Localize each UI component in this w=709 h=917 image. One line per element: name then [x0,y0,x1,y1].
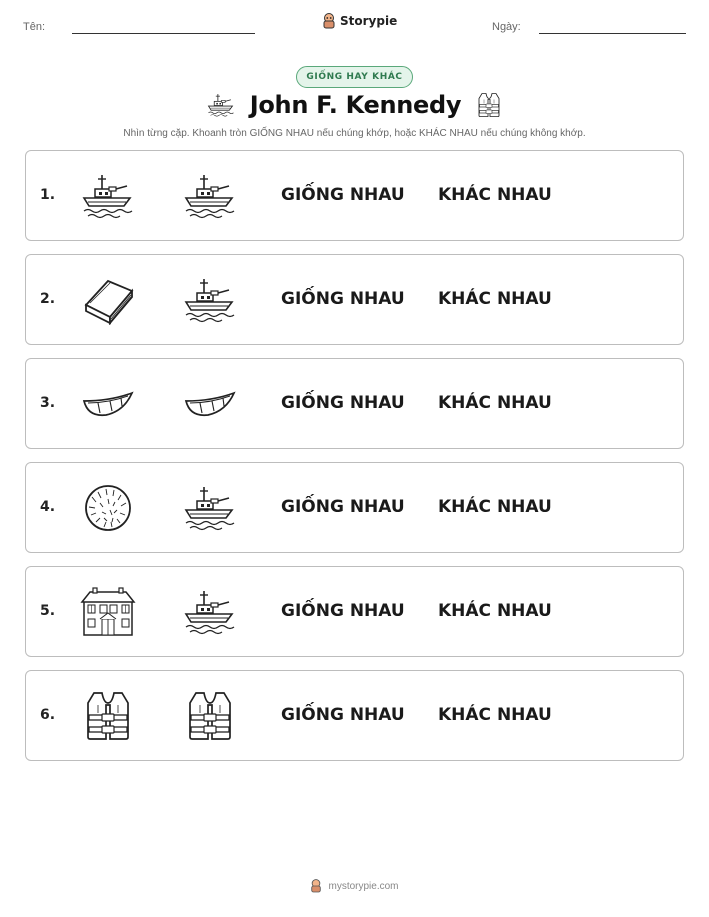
boat-icon [182,587,238,637]
life-vest-icon [182,691,238,741]
footer-url[interactable]: mystorypie.com [328,880,399,892]
same-option[interactable]: GIỐNG NHAU [281,289,405,309]
different-option[interactable]: KHÁC NHAU [438,601,552,621]
same-option[interactable]: GIỐNG NHAU [281,185,405,205]
title-row [0,90,709,120]
question-number: 2. [40,291,56,307]
storypie-mascot-icon [322,13,336,29]
question-number: 5. [40,603,56,619]
same-option[interactable]: GIỐNG NHAU [281,393,405,413]
question-row [25,670,684,761]
boat-icon [206,92,236,118]
different-option[interactable]: KHÁC NHAU [438,185,552,205]
different-option[interactable]: KHÁC NHAU [438,705,552,725]
question-number: 6. [40,707,56,723]
house-icon [80,587,136,637]
question-row [25,150,684,241]
footer [0,879,709,893]
question-number: 4. [40,499,56,515]
canoe-icon [182,379,238,429]
different-option[interactable]: KHÁC NHAU [438,497,552,517]
question-number: 1. [40,187,56,203]
boat-icon [80,171,136,221]
brand-name: Storypie [340,14,398,28]
coconut-icon [80,483,136,533]
life-vest-icon [80,691,136,741]
canoe-icon [80,379,136,429]
different-option[interactable]: KHÁC NHAU [438,393,552,413]
same-option[interactable]: GIỐNG NHAU [281,497,405,517]
question-row [25,566,684,657]
boat-icon [182,483,238,533]
life-vest-icon [475,90,503,120]
storypie-mascot-icon [310,879,322,893]
same-option[interactable]: GIỐNG NHAU [281,705,405,725]
same-option[interactable]: GIỐNG NHAU [281,601,405,621]
worksheet-type-badge: GIỐNG HAY KHÁC [296,66,413,88]
brand-logo [322,13,397,29]
question-row [25,462,684,553]
question-number: 3. [40,395,56,411]
question-row [25,358,684,449]
instructions: Nhìn từng cặp. Khoanh tròn GIỐNG NHAU nếu chúng khớp, hoặc KHÁC NHAU nếu chúng không khớp. [123,128,586,139]
name-label: Tên: [23,21,46,33]
book-icon [80,275,136,325]
date-label: Ngày: [492,21,521,33]
different-option[interactable]: KHÁC NHAU [438,289,552,309]
date-line[interactable] [539,33,686,34]
name-line[interactable] [72,33,255,34]
boat-icon [182,171,238,221]
page-title: John F. Kennedy [249,91,462,119]
boat-icon [182,275,238,325]
question-row [25,254,684,345]
